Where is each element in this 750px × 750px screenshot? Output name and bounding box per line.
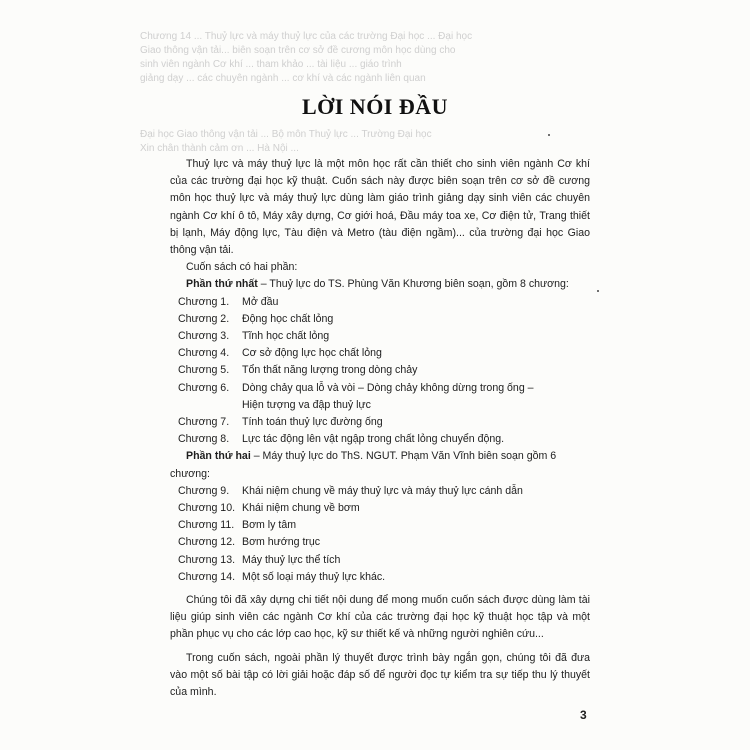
closing-paragraph-2: Trong cuốn sách, ngoài phần lý thuyết được trình bày ngắn gọn, chúng tôi đã đưa vào một số bài tập có lời giải hoặc đáp số để người đọc tự kiểm tra sự tiếp thu lý thuyết của mình. <box>170 651 590 699</box>
chapter-title: Tính toán thuỷ lực đường ống <box>242 416 383 429</box>
chapter-item <box>170 380 590 414</box>
part-one-description: – Thuỷ lực do TS. Phùng Văn Khương biên soạn, gồm 8 chương: <box>257 278 569 291</box>
chapter-title: Lực tác động lên vật ngập trong chất lỏng chuyển động. <box>242 433 505 446</box>
chapter-item <box>170 517 590 534</box>
ink-speck <box>548 134 550 136</box>
intro-paragraph: Thuỷ lực và máy thuỷ lực là một môn học rất cần thiết cho sinh viên ngành Cơ khí của các trường đại học kỹ thuật. Cuốn sách này được biên soạn trên cơ sở đề cương môn học thuỷ lực và máy thuỷ lực dùng làm giáo trình giảng dạy sinh viên các chuyên ngành Cơ khí ô tô, Máy xây dựng, Cơ giới hoá, Đầu máy toa xe, Cơ điện tử, Trang thiết bị lạnh, Máy động lực, Tàu điện và Metro (tàu điện ngầm)... của trường đại học Giao thông vận tải. <box>170 158 590 257</box>
part-one-heading <box>170 276 590 293</box>
chapter-number: Chương 11. <box>178 519 235 532</box>
show-through-text <box>140 30 620 156</box>
chapter-title: Bơm hướng trục <box>242 536 321 549</box>
chapter-title: Tổn thất năng lượng trong dòng chảy <box>242 364 418 377</box>
chapter-item <box>170 431 590 448</box>
show-through-line: Xin chân thành cảm ơn ... Hà Nội ... <box>140 143 299 154</box>
chapter-title: Cơ sở động lực học chất lỏng <box>242 347 382 360</box>
closing-paragraph-1: Chúng tôi đã xây dựng chi tiết nội dung để mong muốn cuốn sách được dùng làm tài liệu giúp sinh viên các ngành Cơ khí của các trường đại học kỹ thuật học tập và một phần phục vụ cho các lớp cao học, kỹ sư thiết kế và những người nghiên cứu... <box>170 594 590 641</box>
part-two-heading <box>170 448 590 482</box>
chapter-number: Chương 13. <box>178 553 236 566</box>
chapter-title: Động học chất lỏng <box>242 312 334 325</box>
chapter-item <box>170 362 590 379</box>
chapter-number: Chương 8. <box>178 433 230 446</box>
part-two-label: Phần thứ hai <box>186 450 251 463</box>
page-body <box>170 156 590 701</box>
chapter-item <box>170 414 590 431</box>
chapter-title: Máy thuỷ lực thể tích <box>242 553 341 566</box>
chapter-title: Bơm ly tâm <box>242 519 297 532</box>
chapter-number: Chương 1. <box>178 295 230 308</box>
chapter-number: Chương 7. <box>178 416 230 429</box>
chapter-item <box>170 483 590 500</box>
page-number: 3 <box>580 708 587 722</box>
chapter-number: Chương 14. <box>178 570 236 583</box>
ink-speck <box>597 290 599 292</box>
part-two-description: – Máy thuỷ lực do ThS. NGUT. Phạm Văn Vĩnh biên soạn gồm 6 chương: <box>170 450 557 480</box>
chapter-item <box>170 311 590 328</box>
chapter-number: Chương 2. <box>178 312 230 325</box>
chapter-title: Khái niệm chung về máy thuỷ lực và máy thuỷ lực cánh dẫn <box>242 484 523 497</box>
parts-intro: Cuốn sách có hai phần: <box>186 261 298 274</box>
chapter-number: Chương 9. <box>178 484 230 497</box>
chapter-item <box>170 294 590 311</box>
chapter-item <box>170 569 590 586</box>
chapter-item <box>170 500 590 517</box>
part-one-chapter-list <box>170 294 590 449</box>
show-through-line: sinh viên ngành Cơ khí ... tham khảo ... tài liệu ... giáo trình <box>140 59 402 70</box>
part-two-chapter-list <box>170 483 590 586</box>
chapter-number: Chương 6. <box>178 381 230 394</box>
show-through-line: Đại học Giao thông vận tải ... Bộ môn Thuỷ lực ... Trường Đại học <box>140 129 432 140</box>
chapter-title: Mở đầu <box>242 295 279 308</box>
page-title: LỜI NÓI ĐẦU <box>301 94 449 119</box>
chapter-title: Tĩnh học chất lỏng <box>242 330 330 343</box>
show-through-line: Chương 14 ... Thuỷ lực và máy thuỷ lực của các trường Đại học ... Đại học <box>140 31 473 42</box>
chapter-number: Chương 10. <box>178 502 236 515</box>
show-through-line: Giao thông vận tải... biên soạn trên cơ sở đề cương môn học dùng cho <box>140 45 456 56</box>
part-one-label: Phần thứ nhất <box>186 278 258 291</box>
chapter-number: Chương 12. <box>178 536 236 549</box>
chapter-number: Chương 4. <box>178 347 230 360</box>
show-through-line: giảng dạy ... các chuyên ngành ... cơ khí và các ngành liên quan <box>140 73 426 84</box>
chapter-item <box>170 328 590 345</box>
chapter-title: Dòng chảy qua lỗ và vòi – Dòng chảy không dừng trong ống – Hiện tượng va đập thuỷ lực <box>242 381 534 411</box>
chapter-title: Một số loại máy thuỷ lực khác. <box>242 570 386 583</box>
chapter-item <box>170 345 590 362</box>
chapter-title: Khái niệm chung về bơm <box>242 502 360 515</box>
chapter-item <box>170 534 590 551</box>
chapter-number: Chương 3. <box>178 330 230 343</box>
chapter-number: Chương 5. <box>178 364 230 377</box>
chapter-item <box>170 552 590 569</box>
